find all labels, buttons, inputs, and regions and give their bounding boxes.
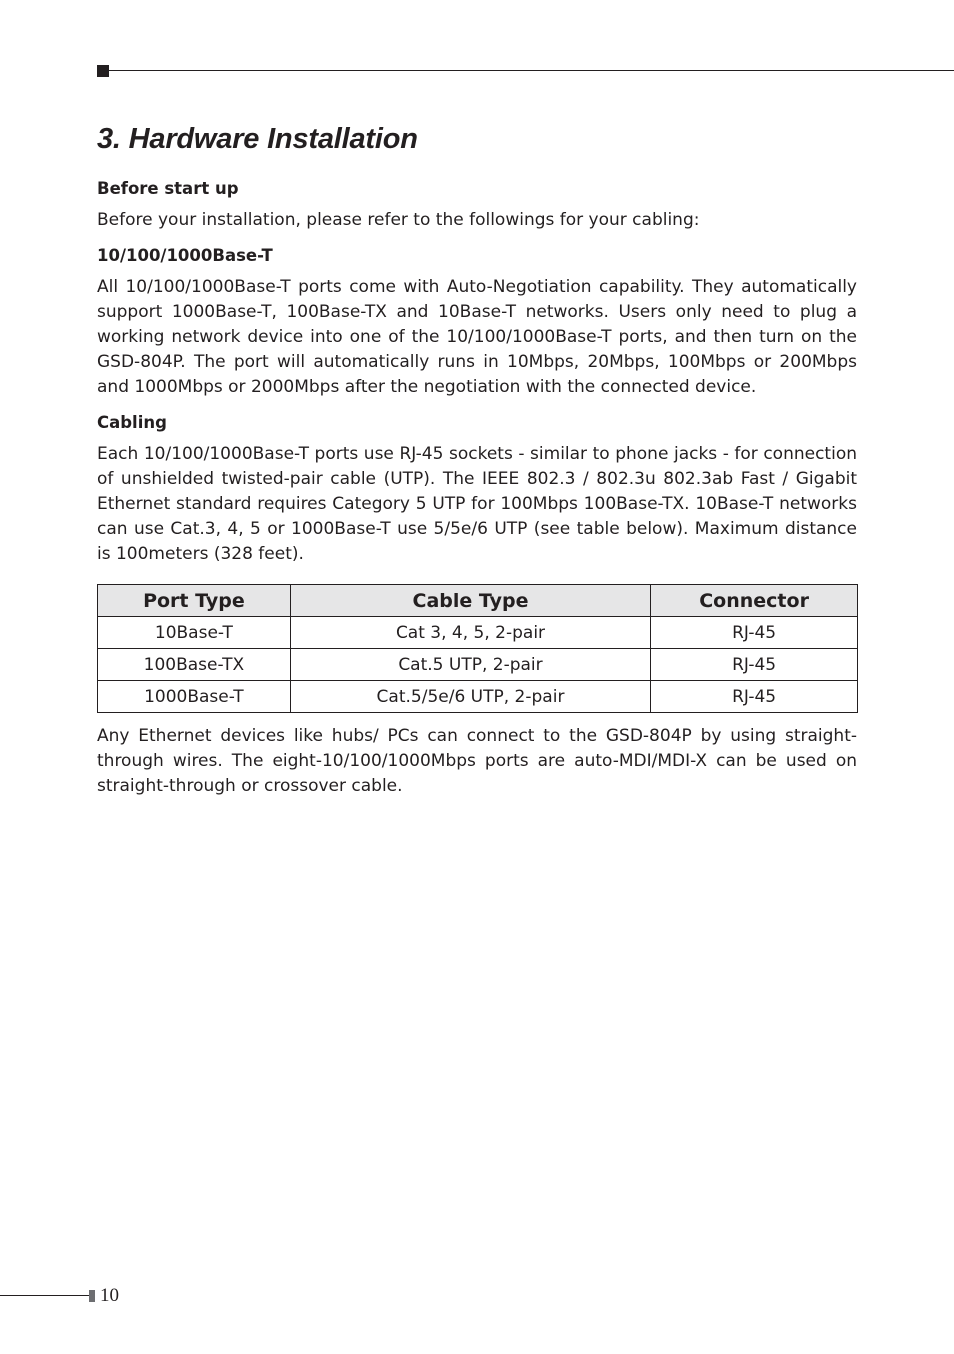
footer-marker xyxy=(89,1290,95,1302)
page-number: 10 xyxy=(100,1285,119,1306)
footer-rule xyxy=(0,1295,89,1296)
cell-cable-type: Cat.5 UTP, 2-pair xyxy=(290,649,650,681)
cell-cable-type: Cat 3, 4, 5, 2-pair xyxy=(290,617,650,649)
cabling-heading: Cabling xyxy=(97,413,167,432)
cell-port-type: 100Base-TX xyxy=(98,649,291,681)
cell-connector: RJ-45 xyxy=(651,617,858,649)
cell-port-type: 1000Base-T xyxy=(98,681,291,713)
base-t-heading: 10/100/1000Base-T xyxy=(97,246,273,265)
cell-port-type: 10Base-T xyxy=(98,617,291,649)
header-rule xyxy=(109,70,954,71)
cell-connector: RJ-45 xyxy=(651,649,858,681)
page-content xyxy=(97,118,857,811)
cable-spec-table xyxy=(97,584,858,713)
cell-cable-type: Cat.5/5e/6 UTP, 2-pair xyxy=(290,681,650,713)
header-port-type: Port Type xyxy=(98,585,291,617)
closing-text: Any Ethernet devices like hubs/ PCs can connect to the GSD-804P by using straight-through wires. The eight-10/100/1000Mbps ports are auto-MDI/MDI-X can be used on straight-through or crossover cable. xyxy=(97,726,857,796)
before-start-text: Before your installation, please refer to the followings for your cabling: xyxy=(97,210,700,230)
table-row xyxy=(98,617,858,649)
base-t-text: All 10/100/1000Base-T ports come with Auto-Negotiation capability. They automatically support 1000Base-T, 100Base-TX and 10Base-T networks. Users only need to plug a working network device into one of the 10/100/1000Base-T ports, and then turn on the GSD-804P. The port will automatically runs in 10Mbps, 20Mbps, 100Mbps or 200Mbps and 1000Mbps or 2000Mbps after the negotiation with the connected device. xyxy=(97,277,857,397)
table-row xyxy=(98,649,858,681)
before-start-heading: Before start up xyxy=(97,179,239,198)
cabling-text: Each 10/100/1000Base-T ports use RJ-45 sockets - similar to phone jacks - for connection of unshielded twisted-pair cable (UTP). The IEEE 802.3 / 802.3u 802.3ab Fast / Gigabit Ethernet standard requires Category 5 UTP for 100Mbps 100Base-TX. 10Base-T networks can use Cat.3, 4, 5 or 1000Base-T use 5/5e/6 UTP (see table below). Maximum distance is 100meters (328 feet). xyxy=(97,444,857,564)
table-row xyxy=(98,681,858,713)
page-title: 3. Hardware Installation xyxy=(97,123,418,155)
table-header-row xyxy=(98,585,858,617)
cell-connector: RJ-45 xyxy=(651,681,858,713)
header-connector: Connector xyxy=(651,585,858,617)
header-cable-type: Cable Type xyxy=(290,585,650,617)
header-marker xyxy=(97,65,109,77)
